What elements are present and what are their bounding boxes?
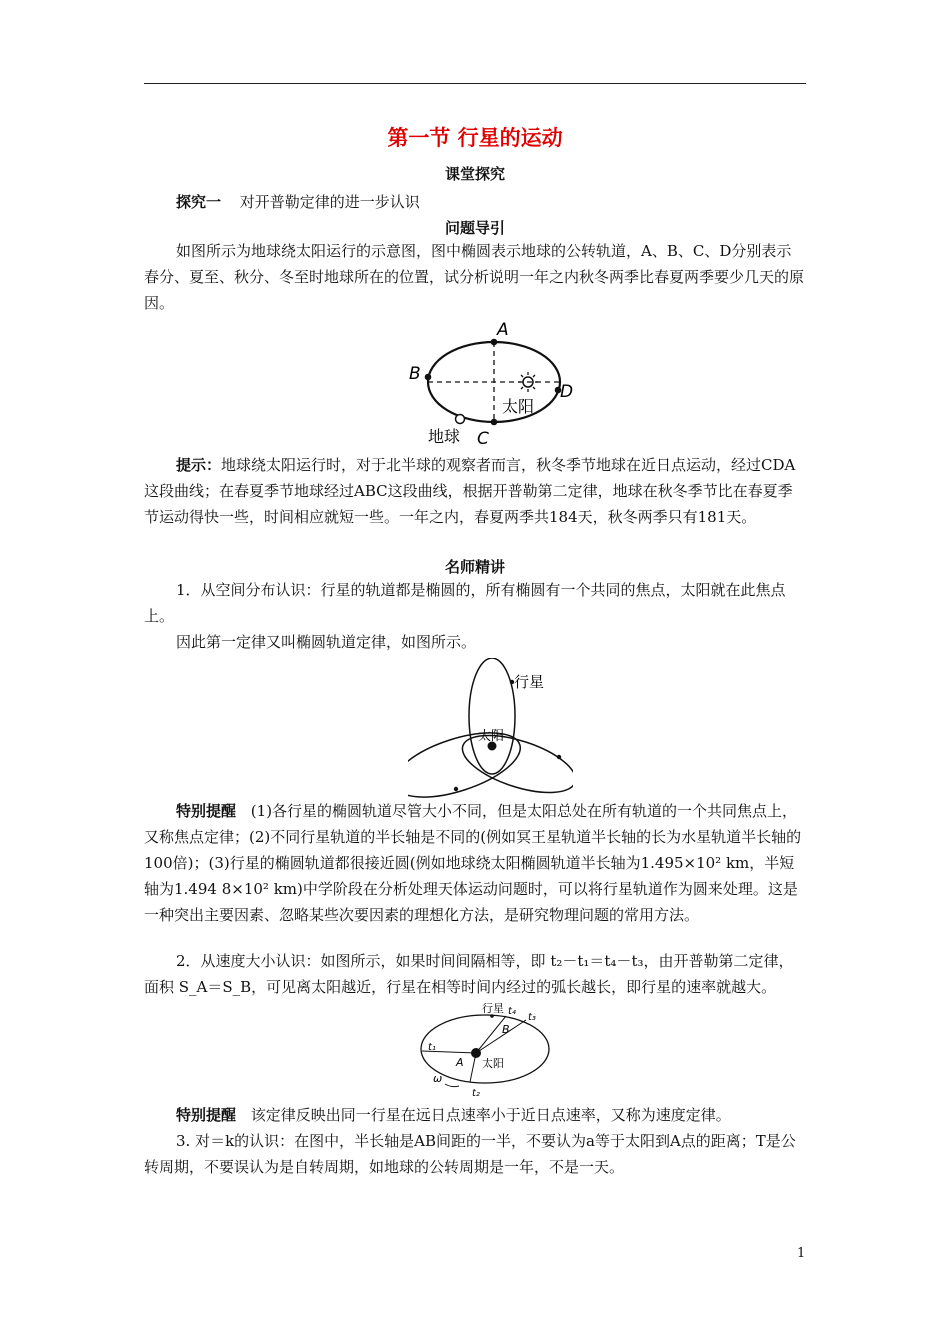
- sun-label-3: 太阳: [482, 1057, 504, 1070]
- point-2: 2．从速度大小认识：如图所示，如果时间间隔相等，即 t₂－t₁＝t₄－t₃，由开普勒第二定律，面积 S_A＝S_B，可见离太阳越近，行星在相等时间内经过的弧长越长，即行星的速率就越大。: [144, 952, 794, 996]
- point-1: 1．从空间分布认识：行星的轨道都是椭圆的，所有椭圆有一个共同的焦点，太阳就在此焦点上。: [144, 581, 786, 625]
- label-c: C: [477, 429, 489, 449]
- remark-1: [144, 798, 806, 928]
- hint-paragraph: [144, 452, 806, 530]
- label-a: A: [497, 320, 509, 340]
- point-3: 3. 对＝k的认识：在图中，半长轴是AB间距的一半，不要认为a等于太阳到A点的距离；T是公转周期，不要误认为是自转周期，如地球的公转周期是一年，不是一天。: [144, 1132, 796, 1176]
- earth-label: 地球: [428, 427, 461, 446]
- hint-text: 地球绕太阳运行时，对于北半球的观察者而言，秋冬季节地球在近日点运动，经过CDA这段曲线；在春夏季节地球经过ABC这段曲线，根据开普勒第二定律，地球在秋冬季节比在春夏季节运动得快一些，时间相应就短一些。一年之内，春夏两季共184天，秋冬两季只有181天。: [144, 456, 796, 526]
- label-d: D: [560, 382, 574, 402]
- guide-paragraph: 如图所示为地球绕太阳运行的示意图，图中椭圆表示地球的公转轨道，A、B、C、D分别表示春分、夏至、秋分、冬至时地球所在的位置，试分析说明一年之内秋冬两季比春夏两季要少几天的原因。: [144, 242, 805, 312]
- orbit-1: [469, 658, 515, 774]
- t1-label: t₁: [428, 1042, 436, 1053]
- sun-label: 太阳: [502, 397, 535, 416]
- line-t3: [476, 1020, 526, 1053]
- kepler-area-figure: [418, 998, 558, 1098]
- remark-2-label: 特别提醒: [176, 1106, 237, 1124]
- point-c: [491, 419, 498, 426]
- t4-label: t₄: [508, 1006, 516, 1017]
- planet-dot-2: [557, 755, 561, 759]
- point-1b: 因此第一定律又叫椭圆轨道定律，如图所示。: [176, 633, 477, 651]
- planet-label: 行星: [514, 673, 545, 691]
- label-b: B: [409, 364, 421, 384]
- page-number: 1: [797, 1246, 806, 1261]
- remark-2: [144, 1102, 806, 1128]
- teacher-heading: 名师精讲: [444, 558, 505, 576]
- earth-orbit-figure: [400, 316, 590, 450]
- sun-label-2: 太阳: [478, 729, 505, 744]
- earth-marker: [456, 415, 465, 424]
- sun-dot-3: [471, 1048, 481, 1058]
- page-title: 第一节 行星的运动: [387, 126, 563, 150]
- remark-2-text: 该定律反映出同一行星在远日点速率小于近日点速率，又称为速度定律。: [250, 1106, 731, 1124]
- area-b-label: B: [502, 1023, 510, 1036]
- area-a-label: A: [456, 1056, 464, 1069]
- t3-label: t₃: [528, 1012, 536, 1023]
- hint-label: 提示：: [176, 456, 222, 474]
- explore-text: 对开普勒定律的进一步认识: [239, 193, 420, 211]
- explore-heading: [144, 189, 806, 215]
- header-rule: [144, 83, 806, 84]
- omega-arrow-icon: [445, 1084, 459, 1087]
- omega-label: ω: [433, 1072, 443, 1085]
- remark-1-label: 特别提醒: [176, 802, 237, 820]
- explore-label: 探究一: [176, 193, 222, 211]
- remark-1-text: (1)各行星的椭圆轨道尽管大小不同，但是太阳总处在所有轨道的一个共同焦点上，又称焦点定律；(2)不同行星轨道的半长轴是不同的(例如冥王星轨道半长轴的长为水星轨道半长轴的100倍)；(3)行星的椭圆轨道都很接近圆(例如地球绕太阳椭圆轨道半长轴为1.495×10² km，半短轴为1.494 8×10² km)中学阶段在分析处理天体运动问题时，可以将行星轨道作为圆来处理。这是一种突出主要因素、忽略某些次要因素的理想化方法，是研究物理问题的常用方法。: [144, 802, 802, 924]
- guide-heading: 问题导引: [444, 219, 505, 237]
- point-b: [425, 374, 432, 381]
- orbits-figure: [408, 658, 573, 798]
- section-heading: 课堂探究: [444, 165, 505, 183]
- planet-dot-3: [454, 787, 458, 791]
- t2-label: t₂: [472, 1088, 480, 1098]
- planet-label-3: 行星: [482, 1002, 504, 1015]
- orbit-2: [408, 720, 528, 798]
